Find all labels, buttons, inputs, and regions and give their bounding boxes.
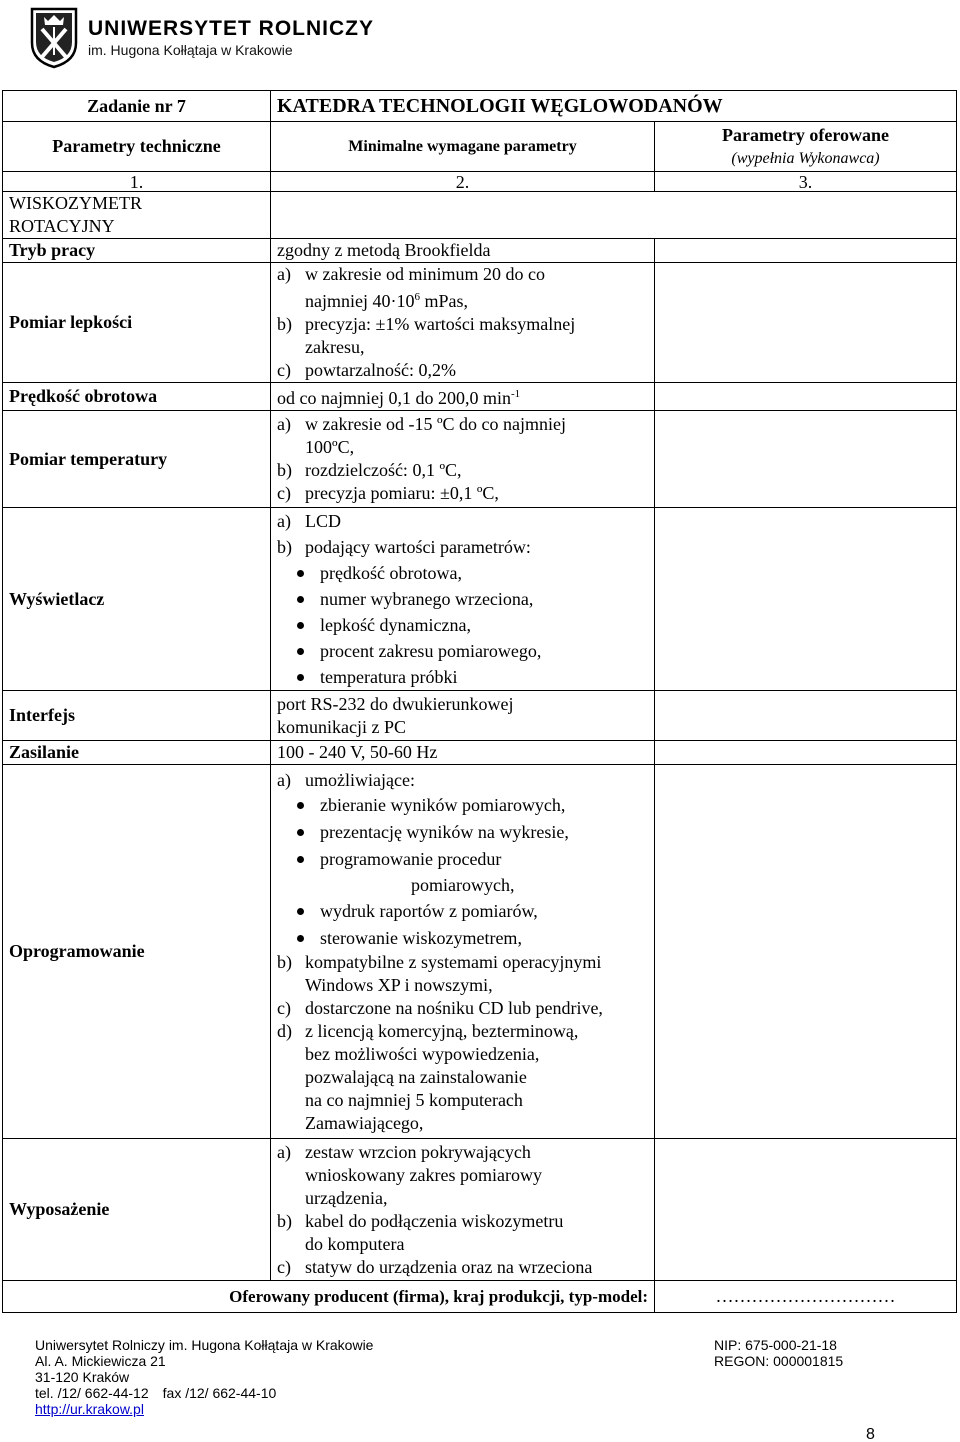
bullet-icon [297, 856, 304, 863]
col-number-2: 2. [271, 172, 655, 192]
bullet-icon [297, 622, 304, 629]
university-subtitle: im. Hugona Kołłątaja w Krakowie [88, 42, 293, 58]
col-number-1: 1. [3, 172, 271, 192]
row-viscosity [3, 263, 957, 383]
row-temperature [3, 411, 957, 508]
interface-value: port RS-232 do dwukierunkowej komunikacji z PC [271, 691, 655, 741]
software-value: a) umożliwiające: zbieranie wyników pomiarowych, prezentację wyników na wykresie, programowanie procedur pomiarowych, wydruk raportów z pomiarów, sterowanie wiskozymetrem, b) kompatybilne z systemami operacyjnymi Windows XP i nowszymi, c) dostarczone na nośniku CD lub pendrive, d) z licencją komercyjną, bezterminową, bez możliwości wypowiedzenia, pozwalającą na zainstalowanie na co najmniej 5 komputerach Zamawiającego, [271, 765, 655, 1139]
equipment-label: Wyposażenie [3, 1139, 271, 1281]
letterhead [30, 2, 374, 74]
bullet-icon [297, 802, 304, 809]
footer-phone: tel. /12/ 662-44-12 [35, 1385, 149, 1401]
equipment-value: a) zestaw wrzcion pokrywających wnioskowany zakres pomiarowy urządzenia, b) kabel do podłączenia wiskozymetru do komputera c) statyw do urządzenia oraz na wrzeciona [271, 1139, 655, 1281]
speed-label: Prędkość obrotowa [3, 383, 271, 411]
bullet-icon [297, 908, 304, 915]
bullet-icon [297, 829, 304, 836]
university-crest-logo [30, 7, 78, 69]
footer-nip: NIP: 675-000-21-18 [714, 1337, 837, 1353]
bullet-icon [297, 648, 304, 655]
viscosity-value: a) w zakresie od minimum 20 do co najmniej $40\cdot 10^6$ mPas, b) precyzja: ±1% wartości maksymalnej zakresu, c) powtarzalność: 0,2% [271, 263, 655, 383]
device-title-empty [271, 192, 957, 239]
footer-phone-fax [35, 1385, 595, 1401]
bullet-icon [297, 674, 304, 681]
speed-offer [655, 383, 957, 411]
temperature-label: Pomiar temperatury [3, 411, 271, 508]
col2-header: Minimalne wymagane parametry [271, 122, 655, 172]
row-software [3, 765, 957, 1139]
row-mode [3, 239, 957, 263]
footer-regon: REGON: 000001815 [714, 1353, 844, 1369]
software-offer [655, 765, 957, 1139]
software-label: Oprogramowanie [3, 765, 271, 1139]
footer-city: 31-120 Kraków [35, 1369, 130, 1385]
bullet-icon [297, 596, 304, 603]
row-offered-manufacturer [3, 1281, 957, 1313]
speed-value: od co najmniej 0,1 do 200,0 $\min^{-1}$ [271, 383, 655, 411]
power-label: Zasilanie [3, 741, 271, 765]
university-name: UNIWERSYTET ROLNICZY [88, 17, 374, 40]
col3-header-note: (wypełnia Wykonawca) [731, 149, 880, 167]
row-equipment [3, 1139, 957, 1281]
row-power [3, 741, 957, 765]
bullet-icon [297, 570, 304, 577]
offered-manufacturer-field[interactable]: ………………………… [655, 1281, 957, 1313]
device-title-row [3, 192, 957, 239]
col-number-3: 3. [655, 172, 957, 192]
col1-header: Parametry techniczne [3, 122, 271, 172]
footer-website-link[interactable]: http://ur.krakow.pl [35, 1401, 144, 1417]
mode-offer [655, 239, 957, 263]
display-label: Wyświetlacz [3, 508, 271, 691]
footer-address: Al. A. Mickiewicza 21 [35, 1353, 166, 1369]
column-header-row [3, 122, 957, 172]
interface-offer [655, 691, 957, 741]
device-title-line2: ROTACYJNY [9, 216, 115, 236]
department-title: KATEDRA TECHNOLOGII WĘGLOWODANÓW [271, 91, 957, 122]
display-value: a) LCD b) podający wartości parametrów: prędkość obrotowa, numer wybranego wrzeciona, lepkość dynamiczna, procent zakresu pomiarowego, temperatura próbki [271, 508, 655, 691]
temperature-offer [655, 411, 957, 508]
row-interface [3, 691, 957, 741]
power-value: 100 - 240 V, 50-60 Hz [271, 741, 655, 765]
display-offer [655, 508, 957, 691]
device-title-line1: WISKOZYMETR [9, 193, 142, 213]
footer-fax: fax /12/ 662-44-10 [162, 1385, 277, 1401]
power-offer [655, 741, 957, 765]
viscosity-label: Pomiar lepkości [3, 263, 271, 383]
viscosity-offer [655, 263, 957, 383]
device-title [3, 192, 271, 239]
row-display [3, 508, 957, 691]
page-number: 8 [866, 1426, 875, 1442]
task-header-row [3, 91, 957, 122]
mode-label: Tryb pracy [3, 239, 271, 263]
col3-header-title: Parametry oferowane [721, 124, 890, 145]
col3-header [655, 122, 957, 172]
footer-university: Uniwersytet Rolniczy im. Hugona Kołłątaja w Krakowie [35, 1337, 374, 1353]
interface-label: Interfejs [3, 691, 271, 741]
bullet-icon [297, 935, 304, 942]
temperature-value: a) w zakresie od -15 ºC do co najmniej 100ºC, b) rozdzielczość: 0,1 ºC, c) precyzja pomiaru: ±0,1 ºC, [271, 411, 655, 508]
mode-value: zgodny z metodą Brookfielda [271, 239, 655, 263]
specification-table [2, 90, 957, 1313]
offered-manufacturer-label: Oferowany producent (firma), kraj produkcji, typ-model: [3, 1281, 655, 1313]
row-speed [3, 383, 957, 411]
equipment-offer [655, 1139, 957, 1281]
task-label: Zadanie nr 7 [3, 91, 271, 122]
column-number-row [3, 172, 957, 192]
